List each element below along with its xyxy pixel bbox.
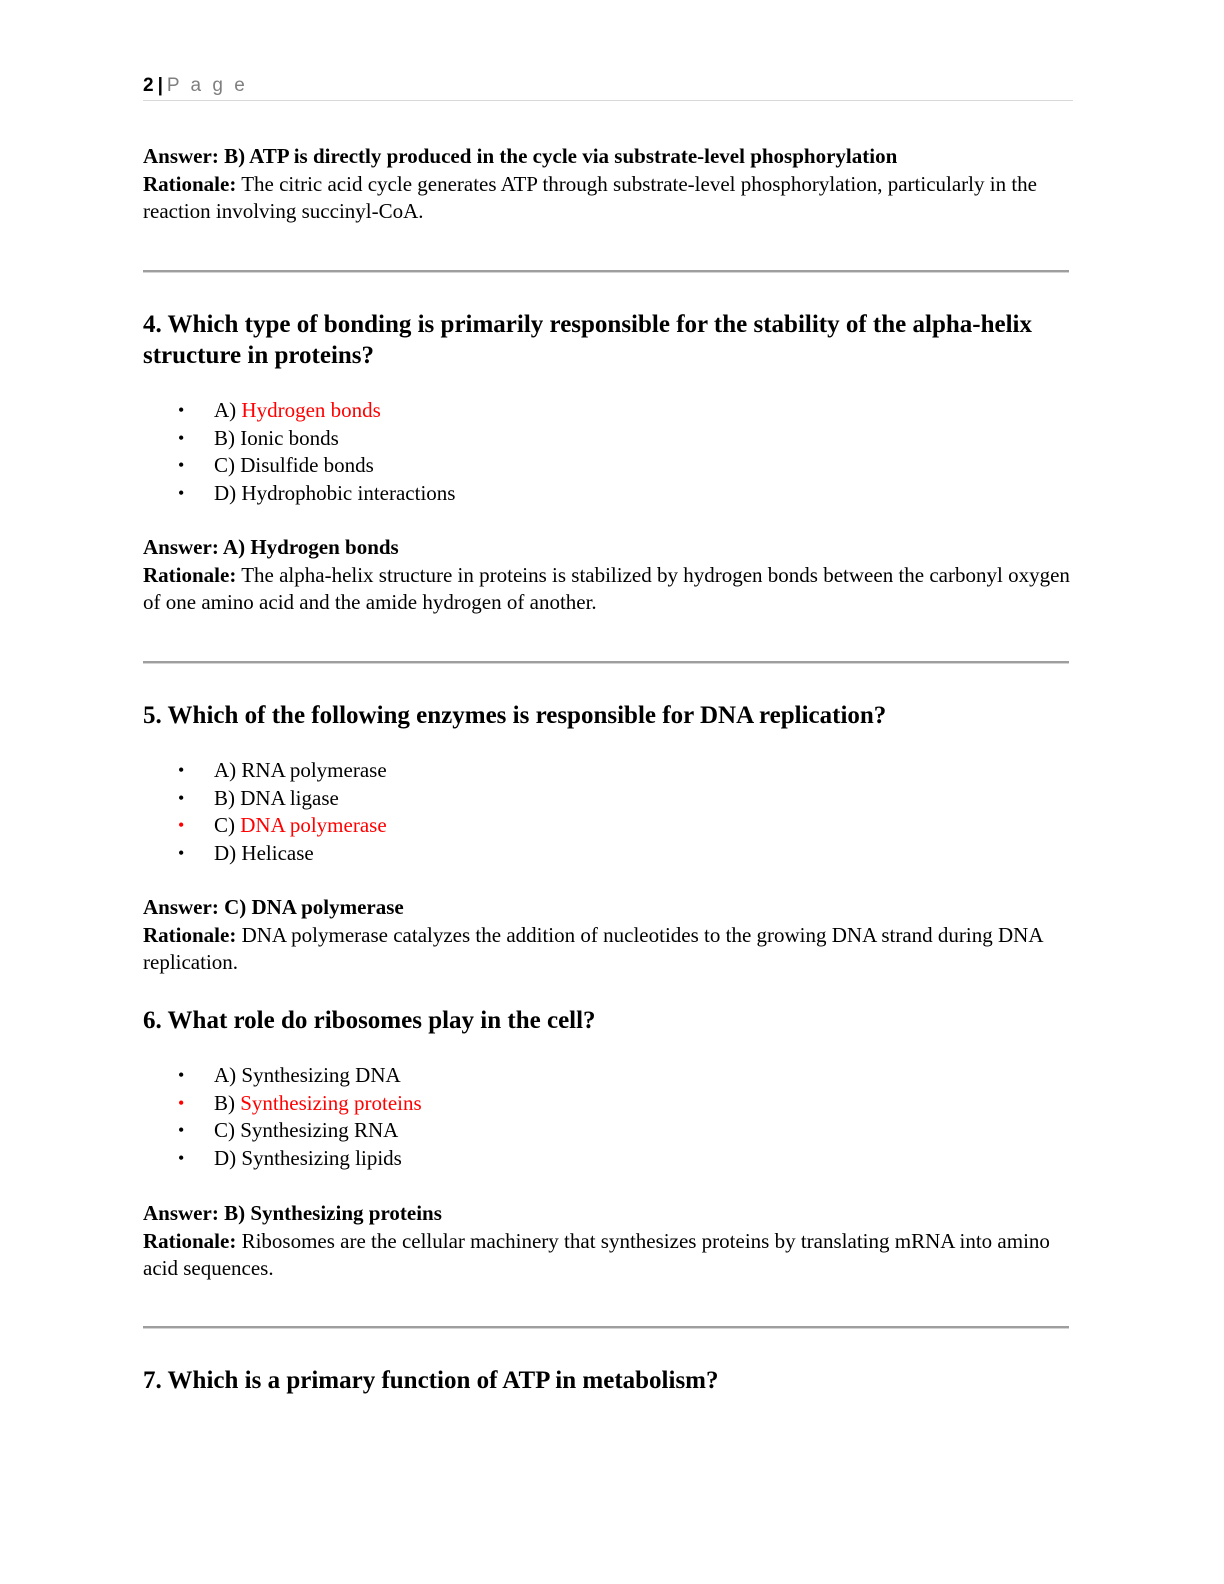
q4-option-d [143, 480, 1073, 508]
q5-option-d-text: Helicase [241, 840, 314, 865]
q6-options [143, 1062, 1073, 1172]
q4-option-a-letter: A) [214, 398, 242, 422]
q5-option-a [143, 757, 1073, 785]
q5-options [143, 757, 1073, 867]
q5-option-a-text: RNA polymerase [241, 758, 387, 782]
bullet-icon: • [178, 842, 185, 863]
q5-option-c-letter: C) [214, 813, 241, 837]
q4-option-b-letter: B) [214, 425, 241, 450]
bullet-icon: • [178, 1120, 185, 1140]
q3-rationale-label: Rationale: [143, 171, 237, 196]
q4-rationale-text: The alpha-helix structure in proteins is stabilized by hydrogen bonds between the carbonyl oxygen of one amino acid and the amide hydrogen of another. [143, 562, 1070, 614]
bullet-icon: • [178, 815, 185, 835]
q3-answer: Answer: B) ATP is directly produced in the cycle via substrate-level phosphorylation [143, 144, 898, 168]
q6-option-c-letter: C) [214, 1118, 241, 1142]
q5-option-d [143, 840, 1073, 868]
bullet-icon: • [178, 400, 185, 420]
q5-rationale-text: DNA polymerase catalyzes the addition of nucleotides to the growing DNA strand during DNA replication. [143, 922, 1043, 974]
bullet-icon: • [178, 760, 185, 780]
bullet-icon: • [178, 1147, 185, 1168]
q5-answer-block [143, 894, 1073, 977]
q5-option-c-text: DNA polymerase [240, 813, 387, 837]
q6-question: 6. What role do ribosomes play in the cell? [143, 1007, 596, 1034]
q4-answer: Answer: A) Hydrogen bonds [143, 535, 399, 559]
q4-option-b [143, 425, 1073, 453]
q5-answer: Answer: C) DNA polymerase [143, 895, 404, 919]
q4-rationale [143, 562, 1073, 617]
bullet-icon: • [178, 455, 185, 475]
page-word: P a g e [166, 75, 248, 96]
q4-option-d-text: Hydrophobic interactions [241, 480, 456, 505]
q6-option-b-text: Synthesizing proteins [240, 1090, 422, 1115]
page-number: 2 [143, 75, 154, 96]
bullet-icon: • [178, 427, 185, 448]
q3-rationale-text: The citric acid cycle generates ATP through substrate-level phosphorylation, particularly in the reaction involving succinyl-CoA. [143, 171, 1037, 223]
q6-option-c-text: Synthesizing RNA [240, 1118, 399, 1142]
q6-option-a [143, 1062, 1073, 1090]
q5-rationale [143, 922, 1073, 977]
bullet-icon: • [178, 482, 185, 503]
q3-rationale [143, 171, 1073, 226]
q4-option-d-letter: D) [214, 480, 242, 505]
q5-option-b [143, 785, 1073, 813]
q6-rationale [143, 1228, 1073, 1283]
q4-option-c-text: Disulfide bonds [240, 453, 374, 477]
page-header [143, 72, 1073, 101]
q6-option-d [143, 1145, 1073, 1173]
q5-option-d-letter: D) [214, 840, 242, 865]
q6-option-d-text: Synthesizing lipids [241, 1145, 402, 1170]
q4-option-c-letter: C) [214, 453, 241, 477]
q5-option-a-letter: A) [214, 758, 242, 782]
bullet-icon: • [178, 1065, 185, 1085]
q6-option-c [143, 1117, 1073, 1145]
section-divider [143, 661, 1069, 664]
bullet-icon: • [178, 787, 185, 808]
q7-question: 7. Which is a primary function of ATP in metabolism? [143, 1367, 719, 1394]
page-separator: | [157, 75, 163, 96]
q6-option-a-letter: A) [214, 1063, 242, 1087]
q4-option-c [143, 452, 1073, 480]
q5-option-b-letter: B) [214, 785, 241, 810]
bullet-icon: • [178, 1092, 185, 1113]
q6-option-a-text: Synthesizing DNA [241, 1063, 401, 1087]
q6-answer-block [143, 1200, 1073, 1283]
q5-option-c [143, 812, 1073, 840]
q4-option-b-text: Ionic bonds [240, 425, 339, 450]
q4-question: 4. Which type of bonding is primarily responsible for the stability of the alpha-helix structure in proteins? [143, 311, 1032, 369]
q5-rationale-label: Rationale: [143, 922, 237, 947]
q4-options [143, 397, 1073, 507]
q4-option-a-text: Hydrogen bonds [241, 398, 381, 422]
q5-option-b-text: DNA ligase [240, 785, 339, 810]
q6-rationale-text: Ribosomes are the cellular machinery that synthesizes proteins by translating mRNA into amino acid sequences. [143, 1228, 1050, 1280]
q6-option-b-letter: B) [214, 1090, 241, 1115]
q6-option-d-letter: D) [214, 1145, 242, 1170]
q5-question: 5. Which of the following enzymes is responsible for DNA replication? [143, 702, 887, 729]
section-divider [143, 1326, 1069, 1329]
section-divider [143, 270, 1069, 273]
q6-answer: Answer: B) Synthesizing proteins [143, 1201, 442, 1225]
q3-answer-block [143, 143, 1073, 226]
q6-rationale-label: Rationale: [143, 1228, 237, 1253]
q6-option-b [143, 1090, 1073, 1118]
q4-answer-block [143, 534, 1073, 617]
q4-rationale-label: Rationale: [143, 562, 237, 587]
q4-option-a [143, 397, 1073, 425]
